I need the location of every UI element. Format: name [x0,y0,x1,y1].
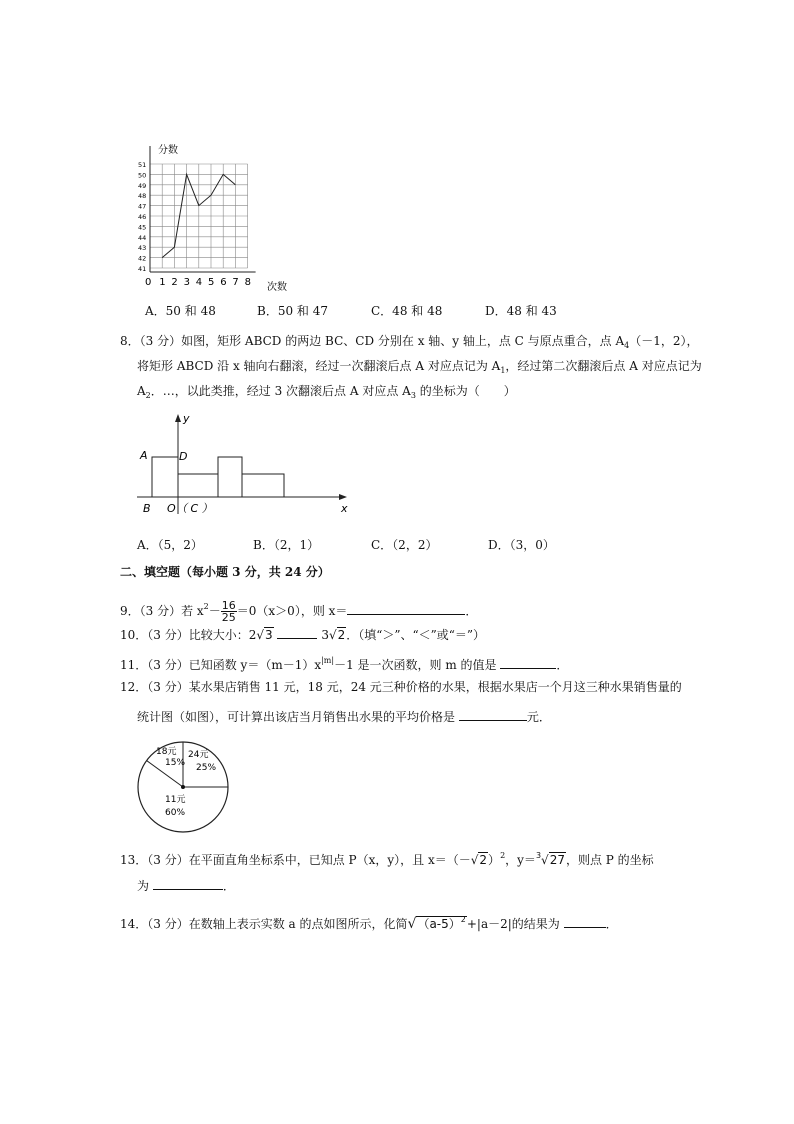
x-tick-label: 2 [171,277,178,288]
option-a[interactable]: A．50 和 48 [145,304,216,318]
q11 [120,653,568,673]
q13-text: 为 [137,879,150,893]
y-tick-label: 47 [138,202,147,211]
q10-text: 10．（3 分）比较大小：2 [120,628,257,642]
option-b[interactable]: B．50 和 47 [257,304,328,318]
answer-blank[interactable] [153,877,223,890]
q10 [120,626,485,643]
x-tick-label: 0 [145,277,152,288]
q8-line3 [137,383,516,404]
root-index: 3 [535,851,542,860]
q8-rectangle-figure [135,410,355,520]
subscript: 2 [145,391,151,400]
answer-blank[interactable] [564,915,606,928]
sqrt-2: √2 [328,628,346,642]
sqrt-expression: $√(a-5)^2$ [407,915,466,932]
radicand: 27 [549,853,565,867]
q13-line2 [137,877,235,894]
q9 [120,594,478,624]
sqrt-2: √2 [470,853,488,867]
q11-text: －1 是一次函数，则 m 的值是 [334,658,497,672]
x-axis-label: 次数 [267,282,287,293]
radicand-text: （a-5） [417,917,461,931]
denominator: 25 [221,611,236,624]
subscript: 3 [410,391,416,400]
y-tick-label: 49 [138,181,147,190]
q9-text: 9．（3 分）若 x [120,604,204,618]
y-tick-label: 42 [138,254,147,263]
q9-text: ＝0（x＞0），则 x＝ [236,604,348,618]
q11-text: 11．（3 分）已知函数 y＝（m－1）x [120,658,322,672]
q14-text: +|a－2|的结果为 [466,917,560,931]
y-tick-label: 50 [138,171,147,180]
q8-text: ，经过第二次翻滚后点 A 对应点记为 [505,359,702,373]
q7-line-chart [130,140,300,300]
q14-text: 14．（3 分）在数轴上表示实数 a 的点如图所示，化简 [120,917,408,931]
q10-text: 3 [321,628,329,642]
option-b[interactable]: B．（2，1） [253,538,320,552]
pie-pct-15: 15% [165,758,186,768]
y-tick-label: 45 [138,223,147,232]
option-d[interactable]: D．48 和 43 [485,304,557,318]
pie-label-11: 11元 [165,795,186,805]
pie-center [181,785,185,789]
label-b: B [143,502,151,515]
x-tick-label: 3 [183,277,190,288]
cube-root-27: $^3$√27 [535,851,565,867]
label-a: A [140,449,148,462]
q13-text: ） [488,853,501,867]
pie-label-18: 18元 [156,747,177,757]
answer-blank[interactable] [459,708,527,721]
pie-label-24: 24元 [188,750,209,760]
q10-text: ．（填“＞”、“＜”或“＝”） [346,628,486,642]
superscript: 2 [203,602,209,611]
subscript: 1 [500,366,506,375]
q8-line1 [120,333,699,354]
rectangle-pos3 [242,474,284,497]
answer-blank[interactable] [277,626,317,639]
subscript: 4 [624,341,630,350]
q14-text: ． [605,917,618,931]
q13-text: ． [222,879,235,893]
chart-tick-labels [138,161,251,288]
option-c[interactable]: C．（2，2） [371,538,438,552]
pie-pct-25: 25% [196,763,217,773]
q13-line1 [120,845,654,867]
y-tick-label: 46 [138,213,147,221]
q8-text: 将矩形 ABCD 沿 x 轴向右翻滚，经过一次翻滚后点 A 对应点记为 A [137,359,501,373]
q14 [120,908,618,932]
q12-line2 [137,708,551,725]
pie-pct-60: 60% [165,808,186,818]
fraction [221,600,237,623]
sqrt-3: √3 [256,628,273,642]
q11-text: ． [556,658,569,672]
label-d: D [179,450,188,463]
radicand: 2 [337,628,346,642]
option-c[interactable]: C．48 和 48 [371,304,443,318]
q8-text: A [137,384,146,398]
label-c: （ C ） [176,502,213,515]
y-axis-arrow [175,414,181,422]
x-tick-label: 5 [208,277,215,288]
y-tick-label: 43 [138,244,147,253]
rectangle-pos2 [218,457,242,497]
q8-line2 [137,358,702,379]
q13-text: ，则点 P 的坐标 [565,853,654,867]
x-tick-label: 4 [195,277,203,288]
numerator: 16 [221,599,236,612]
answer-blank[interactable] [500,656,556,669]
section-heading: 二、填空题（每小题 3 分，共 24 分） [120,565,330,579]
y-tick-label: 44 [138,233,147,242]
superscript: 2 [500,851,506,860]
q12-pie-chart [136,740,232,836]
radicand: 2 [479,853,488,867]
q9-text: － [208,604,221,618]
chart-axes [150,146,256,272]
q8-text: ．…，以此类推，经过 3 次翻滚后点 A 对应点 A [150,384,411,398]
q13-text: 13．（3 分）在平面直角坐标系中，已知点 P（x，y），且 x＝（－ [120,853,471,867]
option-a[interactable]: A．（5，2） [137,538,203,552]
q12-line1: 12．（3 分）某水果店销售 11 元，18 元，24 元三种价格的水果，根据水果店一个月这三种水果销售量的 [120,680,682,694]
x-tick-label: 7 [232,277,239,288]
y-tick-label: 48 [138,192,147,201]
chart-grid [150,164,248,268]
superscript: 2 [460,915,466,924]
radicand: 3 [265,628,273,642]
y-tick-label: 51 [138,161,147,169]
y-tick-label: 41 [138,265,147,273]
x-axis-arrow [339,494,347,500]
q9-text: ． [465,604,478,618]
q8-text: 8．（3 分）如图，矩形 ABCD 的两边 BC、CD 分别在 x 轴、y 轴上，点 C 与原点重合，点 A [120,334,625,348]
x-tick-label: 8 [244,277,251,288]
answer-blank[interactable] [347,602,465,615]
x-tick-label: 1 [159,277,166,288]
q12-text: 元． [526,710,551,724]
option-d[interactable]: D．（3，0） [488,538,555,552]
rectangle-abcd [152,457,178,497]
superscript: |m| [321,656,335,665]
q8-text: （－1，2）， [629,334,699,348]
x-tick-label: 6 [220,277,227,288]
q8-text: 的坐标为（ ） [415,384,516,398]
label-y: y [183,412,190,425]
y-axis-label: 分数 [158,145,178,156]
label-o: O [167,502,176,515]
label-x: x [341,502,348,515]
q12-text: 统计图（如图），可计算出该店当月销售出水果的平均价格是 [137,710,456,724]
radicand [416,916,466,931]
rectangle-pos1 [178,474,218,497]
q13-text: ，y＝ [505,853,536,867]
